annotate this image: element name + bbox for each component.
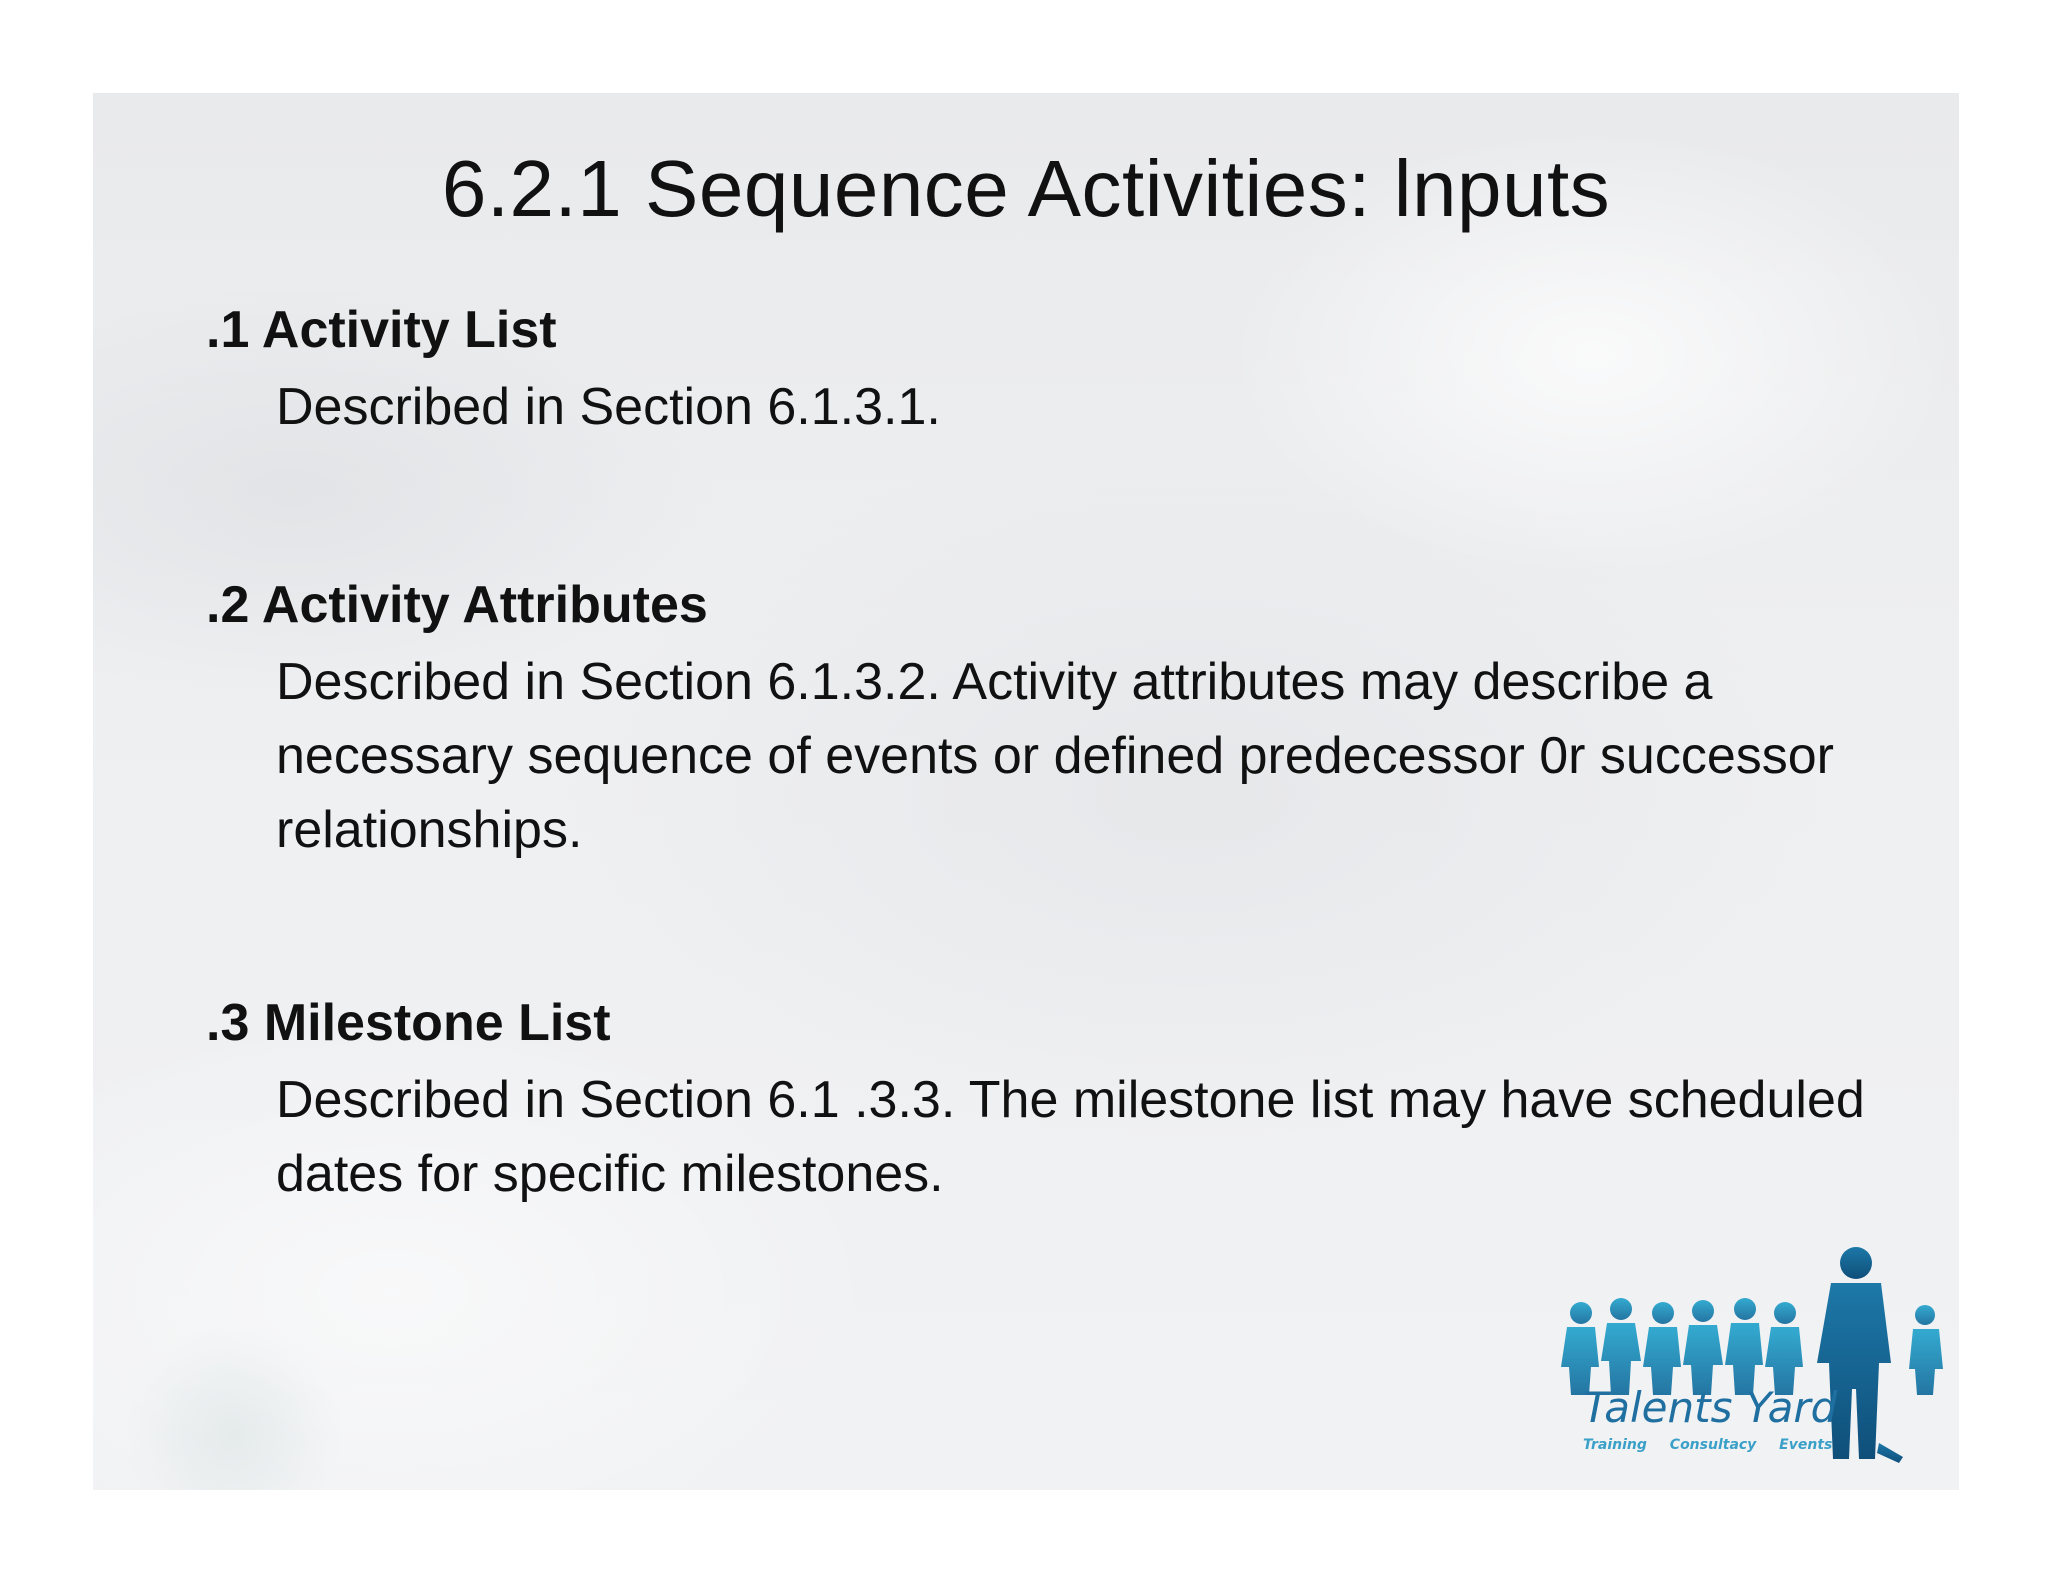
logo-tagline: Training Consultacy Events — [1583, 1437, 1833, 1453]
section-milestone-list — [206, 991, 1906, 1211]
slide — [93, 93, 1959, 1490]
section-heading: .1 Activity List — [206, 301, 557, 359]
talents-yard-logo — [1553, 1243, 1953, 1483]
section-body: Described in Section 6.1.3.2. Activity attributes may describe a necessary sequence of events or defined predecessor 0r successor relationships. — [276, 653, 1834, 859]
section-activity-attributes — [206, 573, 1906, 867]
logo-name: Talents Yard — [1583, 1383, 1838, 1432]
section-heading: .3 Milestone List — [206, 994, 611, 1052]
section-body: Described in Section 6.1.3.1. — [276, 378, 941, 436]
section-activity-list — [206, 298, 1906, 444]
section-body: Described in Section 6.1 .3.3. The milestone list may have scheduled dates for specific milestones. — [276, 1071, 1865, 1203]
slide-title: 6.2.1 Sequence Activities: lnputs — [441, 144, 1611, 233]
section-heading: .2 Activity Attributes — [206, 576, 708, 634]
